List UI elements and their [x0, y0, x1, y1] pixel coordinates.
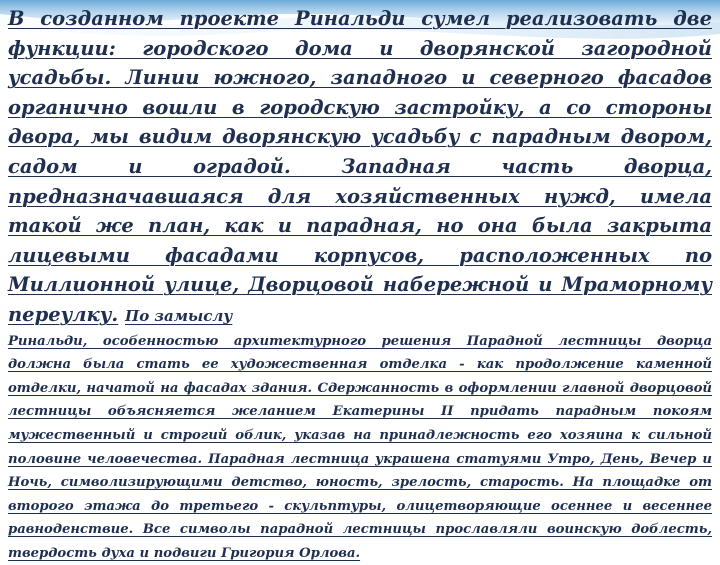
paragraph-transition-text: По замыслу: [125, 306, 233, 325]
paragraph-large-text: В созданном проекте Ринальди сумел реализовать две функции: городского дома и дворянской загородной усадьбы. Линии южного, западного и северного фасадов органично вошли в городскую застройку, а со стороны двора, мы видим дворянскую усадьбу с парадным двором, садом и оградой. Западная часть дворца, предназначавшаяся для хозяйственных нужд, имела такой же план, как и парадная, но она была закрыта лицевыми фасадами корпусов, расположенных по Миллионной улице, Дворцовой набережной и Мраморному переулку.: [8, 7, 712, 326]
paragraph-large: [8, 4, 712, 332]
paragraph-small-text: Ринальди, особенностью архитектурного решения Парадной лестницы дворца должна была стать ее художественная отделка - как продолжение каменной отделки, начатой на фасадах здания. Сдержанность в оформлении главной дворцовой лестницы объясняется желанием Екатерины II придать парадным покоям мужественный и строгий облик, указав на принадлежность его хозяина к сильной половине человечества. Парадная лестница украшена статуями Утро, День, Вечер и Ночь, символизирующими детство, юность, зрелость, старость. На площадке от второго этажа до третьего - скульптуры, олицетворяющие осеннее и весеннее равноденствие. Все символы парадной лестницы прославляли воинскую доблесть, твердость духа и подвиги Григория Орлова.: [8, 333, 712, 561]
document-text: [8, 4, 712, 565]
paragraph-small: [8, 330, 712, 565]
